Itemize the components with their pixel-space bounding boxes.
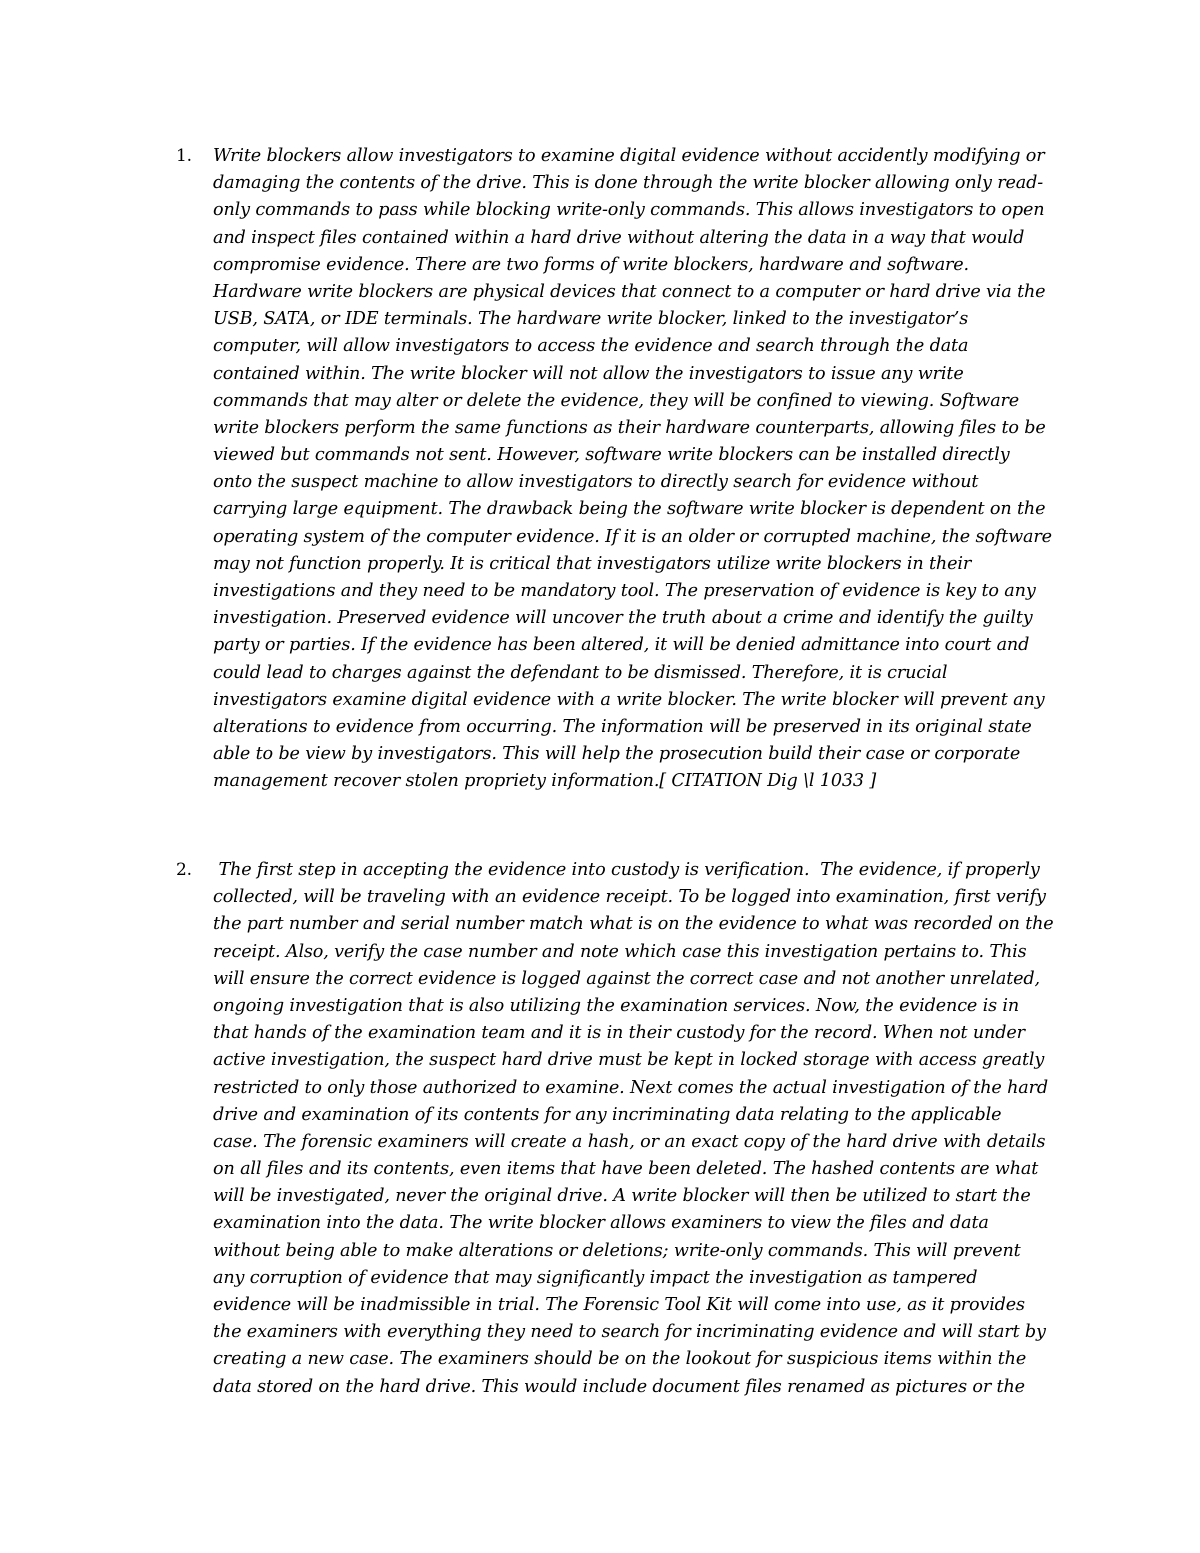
text-line: investigation. Preserved evidence will uncover the truth about a crime and identify the guilty: [213, 608, 1033, 629]
text-line: ongoing investigation that is also utilizing the examination services. Now, the evidence is in: [213, 995, 1020, 1016]
text-line: and inspect files contained within a hard drive without altering the data in a way that would: [213, 227, 1025, 248]
text-line: will ensure the correct evidence is logged against the correct case and not another unrelated,: [213, 968, 1040, 989]
text-line: evidence will be inadmissible in trial. The Forensic Tool Kit will come into use, as it provides: [213, 1295, 1025, 1315]
text-line: carrying large equipment. The drawback being the software write blocker is dependent on the: [213, 499, 1046, 520]
text-line: active investigation, the suspect hard drive must be kept in locked storage with access greatly: [213, 1050, 1045, 1071]
list-number: 2.: [176, 860, 192, 880]
text-line: case. The forensic examiners will create a hash, or an exact copy of the hard drive with details: [213, 1131, 1046, 1152]
text-line: any corruption of evidence that may significantly impact the investigation as tampered: [213, 1267, 978, 1288]
text-line: contained within. The write blocker will not allow the investigators to issue any write: [213, 363, 964, 384]
text-line: Hardware write blockers are physical devices that connect to a computer or hard drive via the: [213, 281, 1046, 302]
text-line: the part number and serial number match what is on the evidence to what was recorded on the: [213, 914, 1054, 935]
text-line: investigations and they need to be mandatory tool. The preservation of evidence is key to any: [213, 581, 1036, 601]
text-line: USB, SATA, or IDE terminals. The hardware write blocker, linked to the investigator’s: [213, 309, 969, 330]
text-line: without being able to make alterations or deletions; write-only commands. This will prevent: [213, 1240, 1021, 1261]
text-line: computer, will allow investigators to access the evidence and search through the data: [213, 336, 969, 357]
text-line: operating system of the computer evidence. If it is an older or corrupted machine, the software: [213, 526, 1052, 547]
text-line: could lead to charges against the defendant to be dismissed. Therefore, it is crucial: [213, 662, 948, 683]
text-line: examination into the data. The write blocker allows examiners to view the files and data: [213, 1213, 989, 1234]
text-line: will be investigated, never the original drive. A write blocker will then be utilized to start the: [213, 1186, 1031, 1207]
text-line: data stored on the hard drive. This would include document files renamed as pictures or the: [213, 1376, 1025, 1397]
text-line: drive and examination of its contents for any incriminating data relating to the applicable: [213, 1104, 1002, 1125]
text-line: creating a new case. The examiners should be on the lookout for suspicious items within the: [213, 1349, 1027, 1370]
paragraph-write-blockers: [213, 143, 1063, 796]
text-line: investigators examine digital evidence with a write blocker. The write blocker will prevent any: [213, 689, 1045, 710]
text-line: receipt. Also, verify the case number and note which case this investigation pertains to. This: [213, 941, 1027, 962]
text-line: able to be view by investigators. This will help the prosecution build their case or corporate: [213, 744, 1021, 765]
text-line: restricted to only those authorized to examine. Next comes the actual investigation of the hard: [213, 1077, 1048, 1098]
text-line: compromise evidence. There are two forms of write blockers, hardware and software.: [213, 254, 970, 275]
text-line: may not function properly. It is critical that investigators utilize write blockers in their: [213, 553, 972, 574]
text-line: viewed but commands not sent. However, software write blockers can be installed directly: [213, 445, 1010, 466]
text-line: that hands of the examination team and it is in their custody for the record. When not under: [213, 1023, 1025, 1044]
text-line: alterations to evidence from occurring. The information will be preserved in its original state: [213, 716, 1032, 737]
text-line: onto the suspect machine to allow investigators to directly search for evidence without: [213, 472, 979, 493]
text-line: write blockers perform the same functions as their hardware counterparts, allowing files to be: [213, 417, 1046, 438]
text-line: Write blockers allow investigators to examine digital evidence without accidently modifying or: [213, 146, 1045, 166]
text-line: on all files and its contents, even items that have been deleted. The hashed contents are what: [213, 1159, 1039, 1180]
text-line: damaging the contents of the drive. This is done through the write blocker allowing only read-: [213, 173, 1043, 194]
text-line: party or parties. If the evidence has been altered, it will be denied admittance into court and: [213, 635, 1030, 656]
text-line: the examiners with everything they need to search for incriminating evidence and will start by: [213, 1322, 1046, 1343]
text-line: commands that may alter or delete the evidence, they will be confined to viewing. Software: [213, 390, 1020, 411]
paragraph-evidence-custody: [213, 857, 1063, 1401]
list-number: 1.: [176, 146, 192, 166]
text-line: The first step in accepting the evidence into custody is verification. The evidence, if properly: [213, 860, 1040, 880]
text-line: collected, will be traveling with an evidence receipt. To be logged into examination, first verify: [213, 887, 1046, 908]
text-line: only commands to pass while blocking write-only commands. This allows investigators to open: [213, 200, 1045, 221]
citation-line: management recover stolen propriety information.[ CITATION Dig \l 1033 ]: [213, 771, 877, 792]
